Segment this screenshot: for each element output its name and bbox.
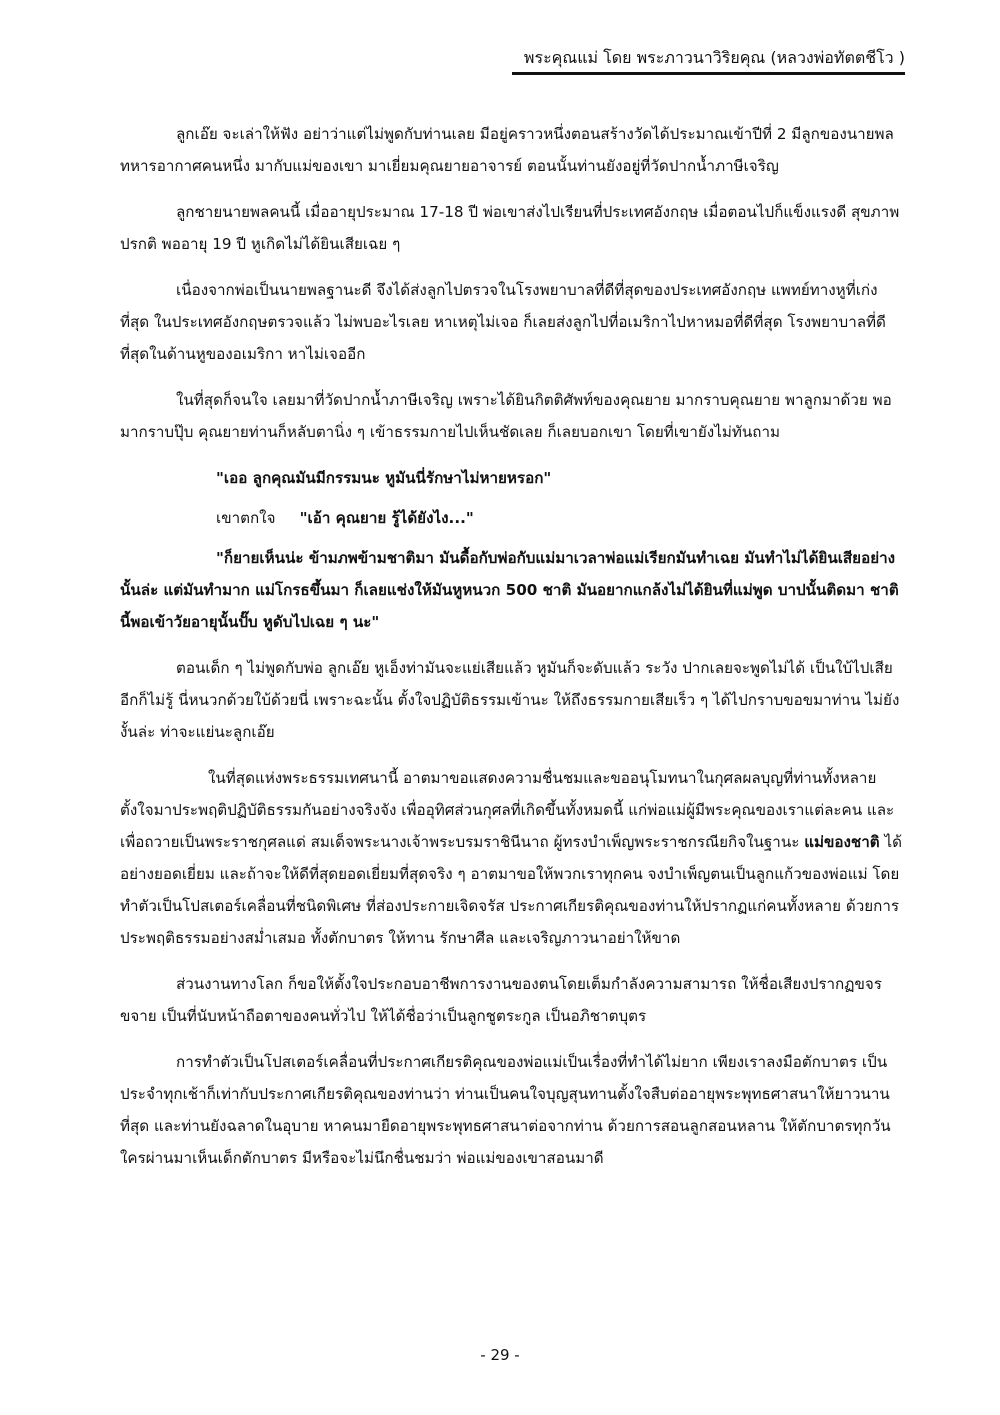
paragraph-2 <box>120 196 906 260</box>
paragraph-6 <box>120 762 906 954</box>
document-body <box>120 118 906 1188</box>
paragraph-3-text: เนื่องจากพ่อเป็นนายพลฐานะดี จึงได้ส่งลูกไปตรวจในโรงพยาบาลที่ดีที่สุดของประเทศอังกฤษ แพทย์ทางหูที่เก่งที่สุด ในประเทศอังกฤษตรวจแล้ว ไม่พบอะไรเลย หาเหตุไม่เจอ ก็เลยส่งลูกไปที่อเมริกาไปหาหมอที่ดีที่สุด โรงพยาบาลที่ดีที่สุดในด้านหูของอเมริกา หาไม่เจออีก <box>120 281 886 363</box>
quote-2 <box>120 502 906 534</box>
paragraph-6-bold: แม่ของชาติ <box>804 833 880 851</box>
paragraph-8 <box>120 1046 906 1174</box>
paragraph-2-text: ลูกชายนายพลคนนี้ เมื่ออายุประมาณ 17-18 ปี พ่อเขาส่งไปเรียนที่ประเทศอังกฤษ เมื่อตอนไปก็แข็งแรงดี สุขภาพปรกติ พออายุ 19 ปี หูเกิดไม่ได้ยินเสียเฉย ๆ <box>120 203 900 253</box>
paragraph-7-text: ส่วนงานทางโลก ก็ขอให้ตั้งใจประกอบอาชีพการงานของตนโดยเต็มกำลังความสามารถ ให้ชื่อเสียงปรากฏขจรขจาย เป็นที่นับหน้าถือตาของคนทั่วไป ให้ได้ชื่อว่าเป็นลูกชูตระกูล เป็นอภิชาตบุตร <box>120 975 882 1025</box>
paragraph-1 <box>120 118 906 182</box>
paragraph-4 <box>120 384 906 448</box>
header-rule <box>512 72 905 75</box>
paragraph-1-text: ลูกเอ๊ย จะเล่าให้ฟัง อย่าว่าแต่ไม่พูดกับท่านเลย มีอยู่คราวหนึ่งตอนสร้างวัดได้ประมาณเข้าปีที่ 2 มีลูกของนายพลทหารอากาศคนหนึ่ง มากับแม่ของเขา มาเยี่ยมคุณยายอาจารย์ ตอนนั้นท่านยังอยู่ที่วัดปากน้ำภาษีเจริญ <box>120 125 894 175</box>
header-title: พระคุณแม่ โดย พระภาวนาวิริยคุณ (หลวงพ่อทัตตชีโว ) <box>523 48 905 67</box>
quote-3 <box>120 542 906 638</box>
paragraph-6-text-a: ในที่สุดแห่งพระธรรมเทศนานี้ อาตมาขอแสดงความชื่นชมและขออนุโมทนาในกุศลผลบุญที่ท่านทั้งหลาย ตั้งใจมาประพฤติปฏิบัติธรรมกันอย่างจริงจัง เพื่ออุทิศส่วนกุศลที่เกิดขึ้นทั้งหมดนี้ แก่พ่อแม่ผู้มีพระคุณของเราแต่ละคน และเพื่อถวายเป็นพระราชกุศลแด่ สมเด็จพระนางเจ้าพระบรมราชินีนาถ ผู้ทรงบำเพ็ญพระราชกรณียกิจในฐานะ <box>120 769 895 851</box>
paragraph-8-text: การทำตัวเป็นโปสเตอร์เคลื่อนที่ประกาศเกียรติคุณของพ่อแม่เป็นเรื่องที่ทำได้ไม่ยาก เพียงเราลงมือตักบาตร เป็นประจำทุกเช้าก็เท่ากับประกาศเกียรติคุณของท่านว่า ท่านเป็นคนใจบุญสุนทานตั้งใจสืบต่ออายุพระพุทธศาสนาให้ยาวนานที่สุด และท่านยังฉลาดในอุบาย หาคนมายืดอายุพระพุทธศาสนาต่อจากท่าน ด้วยการสอนลูกสอนหลาน ให้ตักบาตรทุกวัน ใครผ่านมาเห็นเด็กตักบาตร มีหรือจะไม่นึกชื่นชมว่า พ่อแม่ของเขาสอนมาดี <box>120 1053 891 1167</box>
paragraph-5-text: ตอนเด็ก ๆ ไม่พูดกับพ่อ ลูกเอ๊ย หูเอ็งท่ามันจะแย่เสียแล้ว หูมันก็จะดับแล้ว ระวัง ปากเลยจะพูดไม่ได้ เป็นใบ้ไปเสียอีกก็ไม่รู้ นี่หนวกด้วยใบ้ด้วยนี่ เพราะฉะนั้น ตั้งใจปฏิบัติธรรมเข้านะ ให้ถึงธรรมกายเสียเร็ว ๆ ได้ไปกราบขอขมาท่าน ไม่ยังงั้นล่ะ ท่าจะแย่นะลูกเอ๊ย <box>120 659 900 741</box>
page-header <box>0 38 1000 78</box>
quote-1: "เออ ลูกคุณมันมีกรรมนะ หูมันนี่รักษาไม่หายหรอก" <box>216 469 552 487</box>
paragraph-4-text: ในที่สุดก็จนใจ เลยมาที่วัดปากน้ำภาษีเจริญ เพราะได้ยินกิตติศัพท์ของคุณยาย มากราบคุณยาย พาลูกมาด้วย พอมากราบปุ๊บ คุณยายท่านก็หลับตานิ่ง ๆ เข้าธรรมกายไปเห็นชัดเลย ก็เลยบอกเขา โดยที่เขายังไม่ทันถาม <box>120 391 892 441</box>
page-number: - 29 - <box>480 1346 520 1364</box>
paragraph-3 <box>120 274 906 370</box>
paragraph-5 <box>120 652 906 748</box>
paragraph-7 <box>120 968 906 1032</box>
quote-3-text: "ก็ยายเห็นน่ะ ข้ามภพข้ามชาติมา มันดื้อกับพ่อกับแม่มาเวลาพ่อแม่เรียกมันทำเฉย มันทำไม่ได้ยินเสียอย่างนั้นล่ะ แต่มันทำมาก แม่โกรธขึ้นมา ก็เลยแช่งให้มันหูหนวก 500 ชาติ มันอยากแกล้งไม่ได้ยินที่แม่พูด บาปนั้นติดมา ชาตินี้พอเข้าวัยอายุนั้นปั๊บ หูดับไปเฉย ๆ นะ" <box>120 549 899 631</box>
quote-2-lead: เขาตกใจ <box>216 509 276 527</box>
quote-2-bold: "เอ้า คุณยาย รู้ได้ยังไง..." <box>299 509 474 527</box>
paragraph-6-text-b: ได้อย่างยอดเยี่ยม และถ้าจะให้ดีที่สุดยอดเยี่ยมที่สุดจริง ๆ อาตมาขอให้พวกเราทุกคน จงบำเพ็ญตนเป็นลูกแก้วของพ่อแม่ โดยทำตัวเป็นโปสเตอร์เคลื่อนที่ชนิดพิเศษ ที่ส่องประกายเจิดจรัส ประกาศเกียรติคุณของท่านให้ปรากฏแก่คนทั้งหลาย ด้วยการประพฤติธรรมอย่างสม่ำเสมอ ทั้งตักบาตร ให้ทาน รักษาศีล และเจริญภาวนาอย่าให้ขาด <box>120 833 902 947</box>
